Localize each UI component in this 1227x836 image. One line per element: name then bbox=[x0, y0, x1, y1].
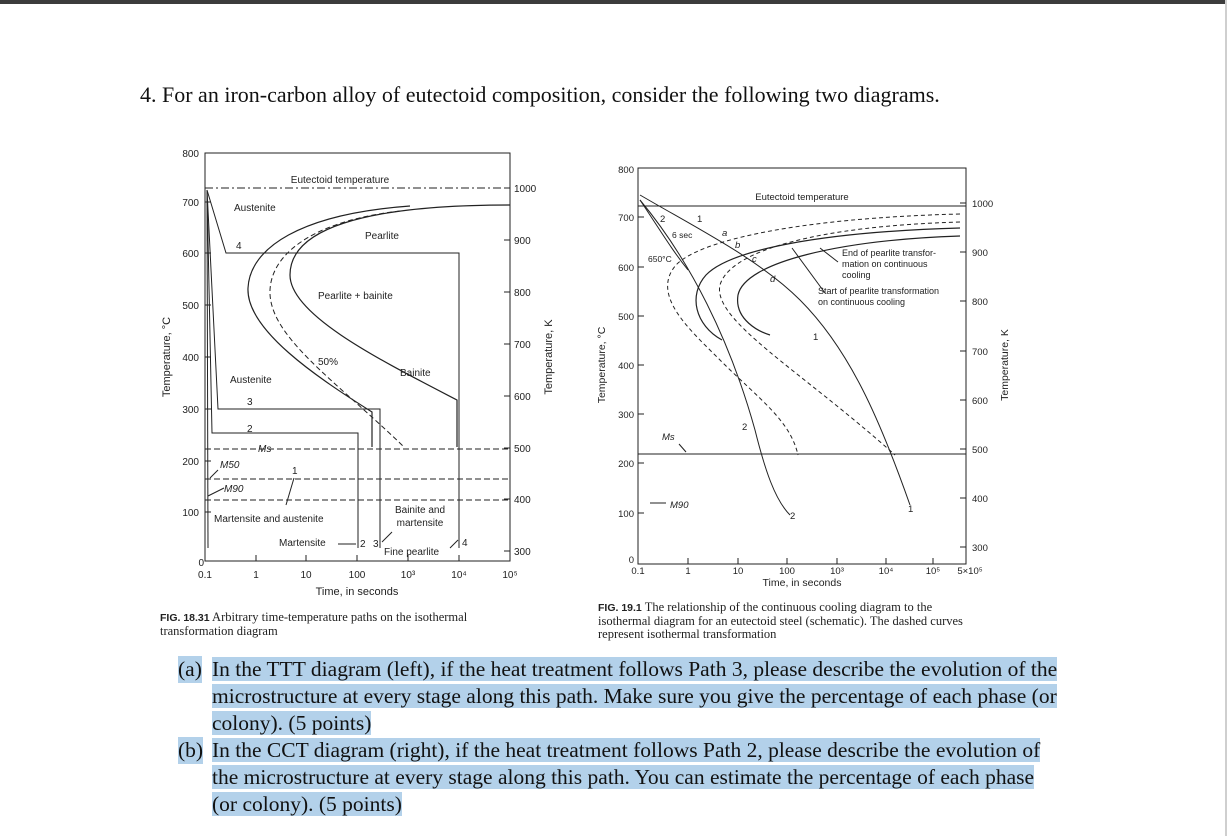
cct-end-label-3: cooling bbox=[842, 270, 871, 280]
ttt-y-tick: 0 bbox=[198, 558, 204, 569]
part-a[interactable] bbox=[178, 656, 1058, 737]
ttt-m90-label: M90 bbox=[224, 484, 244, 495]
cct-y-tick: 400 bbox=[618, 361, 634, 372]
ttt-fifty-label: 50% bbox=[318, 357, 339, 368]
ttt-path-4-end: 4 bbox=[462, 538, 468, 549]
ttt-x-tick: 10⁴ bbox=[451, 570, 467, 581]
cct-y-tick: 200 bbox=[618, 459, 634, 470]
cct-point-c: c bbox=[752, 254, 757, 265]
cct-point-b: b bbox=[735, 240, 741, 251]
cct-end-label-1: End of pearlite transfor- bbox=[842, 248, 937, 258]
cct-start-label-2: on continuous cooling bbox=[818, 297, 906, 307]
cct-x-tick: 10⁴ bbox=[878, 566, 894, 577]
ttt-m50-label: M50 bbox=[220, 460, 240, 471]
cct-x-tick: 100 bbox=[779, 566, 795, 577]
ttt-x-tick: 10 bbox=[300, 570, 312, 581]
ttt-path-3-label: 3 bbox=[247, 397, 253, 408]
ttt-y-tick: 300 bbox=[182, 405, 199, 416]
ttt-x-tick: 10³ bbox=[400, 570, 416, 581]
cct-x-tick: 5×10⁵ bbox=[957, 566, 983, 577]
question-parts bbox=[178, 656, 1058, 818]
ttt-y-tick: 200 bbox=[182, 457, 199, 468]
cct-x-tick: 1 bbox=[685, 566, 691, 577]
cct-path-1-top: 1 bbox=[697, 214, 703, 225]
ttt-diagram bbox=[150, 140, 555, 605]
cct-diagram bbox=[590, 155, 1035, 595]
ttt-x-tick: 0.1 bbox=[198, 570, 212, 581]
cct-caption: FIG. 19.1 The relationship of the continuous cooling diagram to the isothermal diagram for an eutectoid steel (schematic). The dashed curves represent isothermal transformation bbox=[598, 600, 963, 641]
ttt-k-tick: 700 bbox=[514, 340, 531, 351]
ttt-martensite-label: Martensite bbox=[279, 538, 326, 549]
part-b-text[interactable]: In the CCT diagram (right), if the heat treatment follows Path 2, please describe the evolution of the microstructure at every stage along this path. You can estimate the percentage of each phase (or colony). (5 points) bbox=[212, 738, 1041, 816]
cct-k-tick: 800 bbox=[972, 297, 988, 308]
ttt-y-tick: 100 bbox=[182, 508, 199, 519]
cct-y-label: Temperature, °C bbox=[596, 326, 608, 404]
cct-k-tick: 400 bbox=[972, 494, 988, 505]
ttt-bain-mart-1: Bainite and bbox=[394, 505, 446, 516]
part-a-text[interactable]: In the TTT diagram (left), if the heat treatment follows Path 3, please describe the evolution of the microstructure at every stage along this path. Make sure you give the percentage of each phase (or colony). (5 points) bbox=[212, 657, 1058, 735]
cct-m90-label: M90 bbox=[670, 500, 689, 511]
cct-y-tick: 0 bbox=[628, 555, 634, 566]
ttt-path-2-end: 2 bbox=[360, 539, 366, 550]
cct-path-1-mid: 1 bbox=[813, 332, 819, 343]
ttt-x-label: Time, in seconds bbox=[315, 586, 399, 598]
cct-path-2-mid: 2 bbox=[742, 422, 748, 433]
ttt-k-tick: 300 bbox=[514, 547, 531, 558]
part-a-mark: (a) bbox=[178, 657, 202, 681]
cct-650-label: 650°C bbox=[648, 254, 672, 264]
question-heading: 4. For an iron-carbon alloy of eutectoid composition, consider the following two diagrams. bbox=[140, 82, 940, 107]
ttt-y-tick: 500 bbox=[182, 301, 199, 312]
cct-ms-label: Ms bbox=[662, 432, 675, 443]
ttt-k-label: Temperature, K bbox=[543, 319, 555, 395]
cct-start-label-1: Start of pearlite transformation bbox=[818, 286, 940, 296]
ttt-pearlite-bainite: Pearlite + bainite bbox=[318, 291, 393, 302]
cct-path-1-end: 1 bbox=[908, 504, 914, 515]
cct-end-label-2: mation on continuous bbox=[842, 259, 928, 269]
cct-y-tick: 800 bbox=[618, 165, 634, 176]
cct-x-label: Time, in seconds bbox=[762, 577, 842, 589]
cct-y-tick: 700 bbox=[618, 213, 634, 224]
cct-k-tick: 700 bbox=[972, 347, 988, 358]
cct-k-tick: 1000 bbox=[972, 199, 994, 210]
cct-y-tick: 300 bbox=[618, 410, 634, 421]
ttt-caption: FIG. 18.31 Arbitrary time-temperature paths on the isothermal transformation diagram bbox=[160, 610, 468, 638]
ttt-finish-curve bbox=[290, 205, 510, 447]
part-b[interactable] bbox=[178, 737, 1058, 818]
cct-x-tick: 10³ bbox=[830, 566, 844, 577]
ttt-k-tick: 1000 bbox=[514, 184, 537, 195]
ttt-k-tick: 600 bbox=[514, 392, 531, 403]
ttt-pearlite-label: Pearlite bbox=[365, 231, 399, 242]
ttt-bain-mart-2: martensite bbox=[396, 518, 444, 529]
ttt-mart-aust-label: Martensite and austenite bbox=[214, 514, 324, 525]
cct-x-tick: 0.1 bbox=[631, 566, 645, 577]
cct-k-tick: 500 bbox=[972, 445, 988, 456]
ttt-y-label: Temperature, °C bbox=[161, 316, 173, 398]
cct-x-tick: 10⁵ bbox=[925, 566, 941, 577]
cct-cooling-path-1 bbox=[640, 195, 910, 505]
cct-y-tick: 600 bbox=[618, 263, 634, 274]
cct-k-label: Temperature, K bbox=[999, 329, 1011, 401]
ttt-ms-label: Ms bbox=[258, 444, 272, 455]
ttt-y-tick: 800 bbox=[182, 149, 199, 160]
ttt-k-tick: 900 bbox=[514, 236, 531, 247]
cct-k-tick: 600 bbox=[972, 396, 988, 407]
cct-point-a: a bbox=[722, 228, 728, 239]
window-top-border bbox=[0, 0, 1227, 4]
ttt-k-tick: 500 bbox=[514, 444, 531, 455]
ttt-x-tick: 10⁵ bbox=[502, 570, 518, 581]
ttt-k-tick: 800 bbox=[514, 288, 531, 299]
ttt-path-4-label: 4 bbox=[236, 241, 242, 252]
ttt-fine-pearlite: Fine pearlite bbox=[384, 547, 440, 558]
cct-k-tick: 300 bbox=[972, 543, 988, 554]
cct-eutectoid-label: Eutectoid temperature bbox=[755, 192, 849, 203]
cct-x-tick: 10 bbox=[732, 566, 744, 577]
ttt-austenite-top: Austenite bbox=[234, 203, 276, 214]
ttt-y-tick: 400 bbox=[182, 353, 199, 364]
cct-path-2-end: 2 bbox=[790, 511, 796, 522]
part-b-mark: (b) bbox=[178, 738, 204, 762]
cct-cooling-path-2 bbox=[640, 200, 790, 515]
ttt-50-curve bbox=[270, 211, 404, 447]
cct-point-d: d bbox=[770, 274, 776, 285]
ttt-k-tick: 400 bbox=[514, 495, 531, 506]
ttt-eutectoid-label: Eutectoid temperature bbox=[290, 175, 390, 186]
cct-path-2-top: 2 bbox=[660, 214, 666, 225]
cct-y-tick: 100 bbox=[618, 509, 634, 520]
ttt-x-tick: 1 bbox=[253, 570, 259, 581]
ttt-path-1-label: 1 bbox=[292, 466, 298, 477]
ttt-path-2-label: 2 bbox=[247, 424, 253, 435]
ttt-path-3-end: 3 bbox=[373, 539, 379, 550]
cct-k-tick: 900 bbox=[972, 248, 988, 259]
ttt-bainite-label: Bainite bbox=[400, 368, 431, 379]
ttt-x-tick: 100 bbox=[348, 570, 366, 581]
ttt-y-tick: 600 bbox=[182, 249, 199, 260]
ttt-y-tick: 700 bbox=[182, 198, 199, 209]
cct-y-tick: 500 bbox=[618, 312, 634, 323]
ttt-austenite-mid: Austenite bbox=[230, 375, 272, 386]
cct-six-sec: 6 sec bbox=[672, 230, 693, 240]
